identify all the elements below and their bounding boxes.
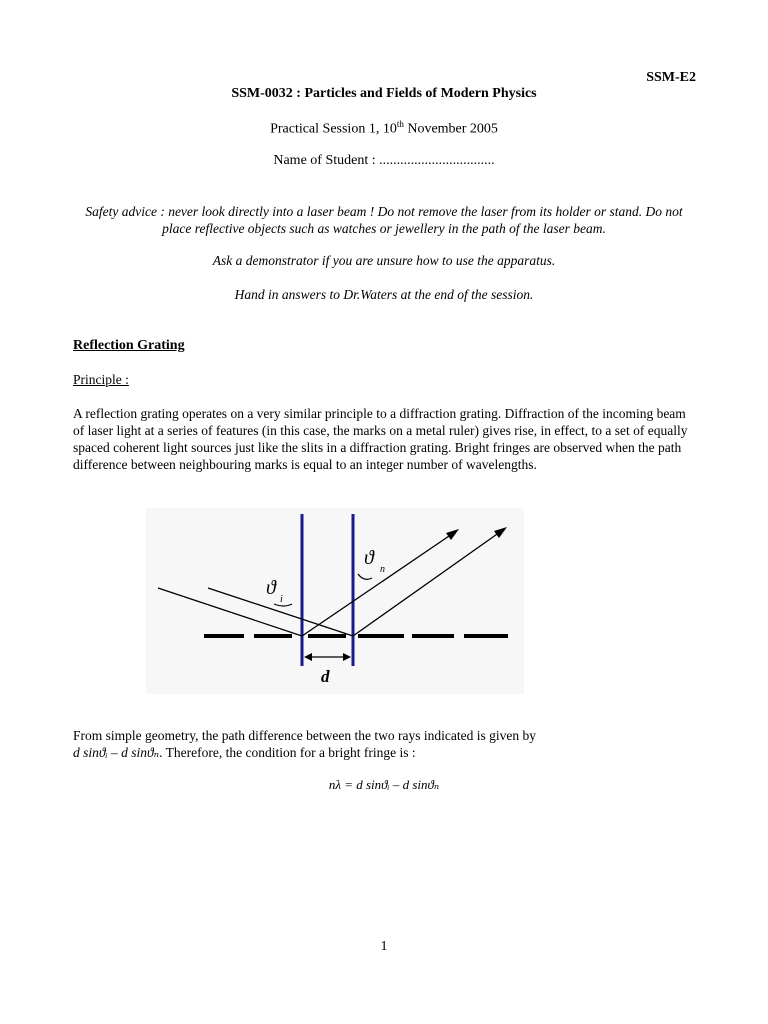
- theta-incident-symbol: ϑ: [266, 577, 276, 599]
- bright-fringe-equation: nλ = d sinϑᵢ – d sinϑₙ: [328, 777, 440, 792]
- section-heading: Reflection Grating: [73, 338, 185, 353]
- session-prefix: Practical Session 1, 10: [270, 121, 397, 137]
- principle-label: Principle :: [73, 372, 129, 387]
- document-code: SSM-E2: [646, 70, 696, 85]
- geometry-paragraph: [73, 727, 698, 761]
- session-line: [0, 119, 768, 138]
- demonstrator-note: Ask a demonstrator if you are unsure how to use the apparatus.: [212, 253, 556, 268]
- session-ordinal: th: [396, 119, 404, 129]
- course-title: SSM-0032 : Particles and Fields of Modern Physics: [231, 86, 537, 101]
- theta-incident-subscript: i: [280, 594, 283, 605]
- geometry-text-1: From simple geometry, the path difference between the two rays indicated is given by: [73, 728, 536, 743]
- diagram-background: [146, 508, 524, 694]
- principle-paragraph: A reflection grating operates on a very similar principle to a diffraction grating. Diffraction of the incoming beam of laser light at a series of features (in this case, the marks on a metal ruler) gives rise, in effect, to a set of equally spaced coherent light sources just like the slits in a diffraction grating. Bright fringes are observed when the path difference between neighbouring marks is equal to an integer number of wavelengths.: [73, 406, 688, 472]
- student-name-line: Name of Student : .................................: [273, 153, 495, 168]
- session-suffix: November 2005: [403, 121, 498, 137]
- path-difference-expression: d sinϑᵢ – d sinϑₙ: [73, 745, 160, 760]
- hand-in-note: Hand in answers to Dr.Waters at the end of the session.: [234, 287, 534, 302]
- spacing-label: d: [321, 667, 330, 686]
- theta-diffracted-symbol: ϑ: [364, 547, 374, 569]
- safety-advice: Safety advice : never look directly into a laser beam ! Do not remove the laser from its holder or stand. Do not place reflective objects such as watches or jewellery in the path of the laser beam.: [85, 204, 683, 236]
- reflection-grating-diagram: [146, 508, 524, 694]
- geometry-text-2: . Therefore, the condition for a bright fringe is :: [159, 745, 416, 760]
- page-number: 1: [380, 939, 388, 954]
- theta-diffracted-subscript: n: [380, 564, 385, 575]
